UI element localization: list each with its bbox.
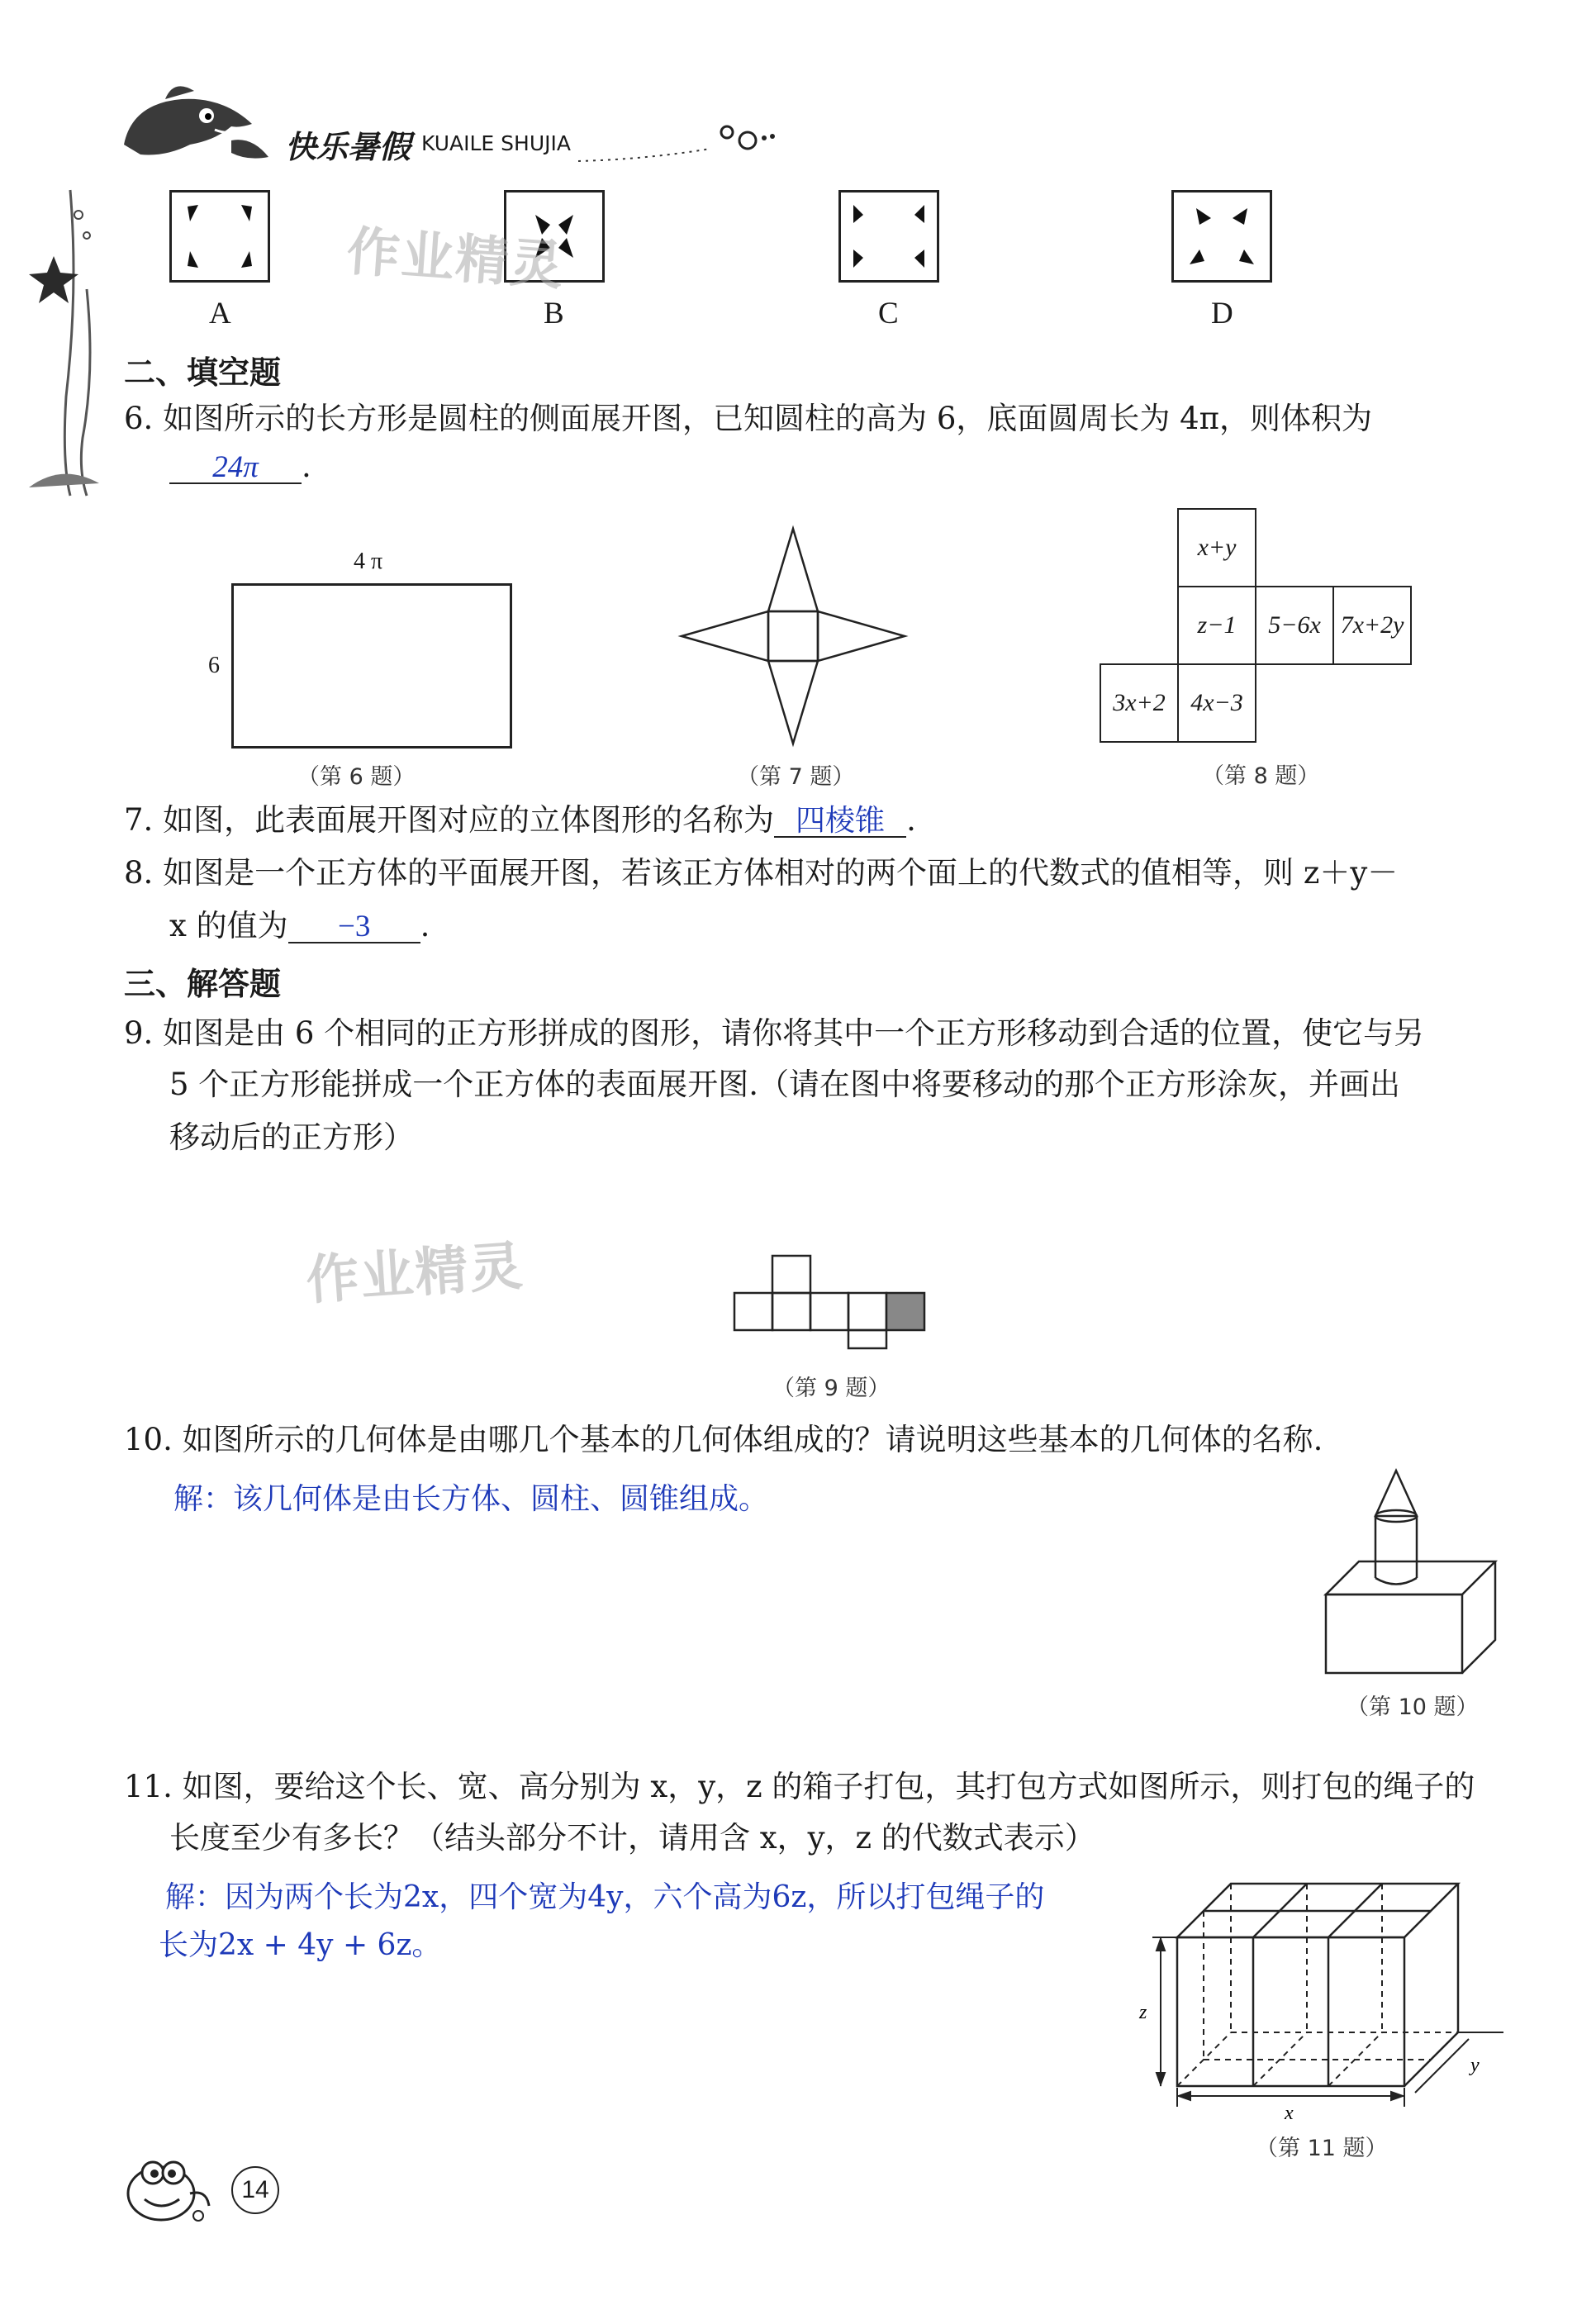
fig6-caption: （第 6 题） <box>297 764 416 790</box>
page-number <box>231 2166 279 2214</box>
q6-line1: 6. 如图所示的长方形是圆柱的侧面展开图，已知圆柱的高为 6，底面圆周长为 4π，则体积为 <box>124 401 1372 436</box>
q9-line3: 移动后的正方形） <box>169 1119 414 1155</box>
fig8-cell-7x-plus-2y: 7x+2y <box>1332 586 1412 665</box>
fig8-cell-3x-plus-2: 3x+2 <box>1100 663 1179 743</box>
q7-line <box>124 800 916 841</box>
footer-mascot-icon <box>120 2148 215 2227</box>
fig6-rectangle <box>231 583 512 749</box>
fig8-caption: （第 8 题） <box>1202 763 1320 789</box>
fig8-cell-z-minus-1: z−1 <box>1177 586 1256 665</box>
fig8-cell-4x-minus-3: 4x−3 <box>1177 663 1256 743</box>
page-number-text: 14 <box>241 2176 269 2203</box>
figure-7 <box>677 529 909 752</box>
q9-line2: 5 个正方形能拼成一个正方体的表面展开图.（请在图中将要移动的那个正方形涂灰，并画出 <box>169 1067 1401 1102</box>
option-c-label: C <box>878 297 899 330</box>
watermark-middle: 作业精灵 <box>304 1235 526 1313</box>
q8-answer: −3 <box>337 910 371 943</box>
fig11-label-y: y <box>1470 2055 1480 2076</box>
q10-answer: 解：该几何体是由长方体、圆柱、圆锥组成。 <box>173 1482 769 1516</box>
fig11-caption: （第 11 题） <box>1256 2136 1388 2161</box>
figure-6 <box>198 545 529 793</box>
q8-line2-text: x 的值为 <box>169 908 288 943</box>
fig11-label-x: x <box>1285 2103 1294 2124</box>
fig6-top-label: 4 π <box>354 549 383 574</box>
figure-9 <box>731 1252 938 1351</box>
options-row <box>0 190 1577 339</box>
q11-answer-line2: 长为2x + 4y + 6z。 <box>159 1928 442 1962</box>
fig8-cell-x-plus-y: x+y <box>1177 508 1256 587</box>
watermark-top: 作业精灵 <box>344 221 567 298</box>
option-d-label: D <box>1211 297 1233 330</box>
q8-line1: 8. 如图是一个正方体的平面展开图，若该正方体相对的两个面上的代数式的值相等，则 z＋y－ <box>124 855 1399 891</box>
q10-line1: 10. 如图所示的几何体是由哪几个基本的几何体组成的？请说明这些基本的几何体的名称. <box>124 1422 1323 1457</box>
fig9-shaded-square <box>886 1293 924 1330</box>
q6-answer: 24π <box>212 450 259 484</box>
q11-line1: 11. 如图，要给这个长、宽、高分别为 x，y，z 的箱子打包，其打包方式如图所示，则打包的绳子的 <box>124 1769 1475 1804</box>
fig11-label-z: z <box>1139 2002 1147 2023</box>
q8-line2 <box>169 905 430 947</box>
q9-line1: 9. 如图是由 6 个相同的正方形拼成的图形，请你将其中一个正方形移动到合适的位置，使它与另 <box>124 1015 1425 1051</box>
q6-end: . <box>302 449 311 484</box>
q6-line2 <box>169 446 311 487</box>
q8-end: . <box>420 908 430 943</box>
fig7-caption: （第 7 题） <box>737 764 855 790</box>
q7-end: . <box>906 802 916 838</box>
section-solve-title: 三、解答题 <box>124 966 282 1002</box>
header-subtitle: KUAILE SHUJIA <box>421 131 571 155</box>
option-a-figure <box>169 190 270 283</box>
dolphin-mascot-icon <box>116 78 281 169</box>
figure-10 <box>1318 1466 1508 1681</box>
header <box>116 78 777 169</box>
q11-answer-line1: 解：因为两个长为2x，四个宽为4y，六个高为6z，所以打包绳子的 <box>165 1880 1045 1914</box>
section-fill-title: 二、填空题 <box>124 354 282 391</box>
q7-answer: 四棱锥 <box>796 804 886 838</box>
figure-11 <box>1139 1863 1508 2127</box>
header-title: 快乐暑假 <box>285 129 411 165</box>
fig10-caption: （第 10 题） <box>1347 1694 1479 1720</box>
fig8-cell-5-minus-6x: 5−6x <box>1255 586 1334 665</box>
q11-line2: 长度至少有多长？（结头部分不计，请用含 x，y，z 的代数式表示） <box>169 1820 1095 1856</box>
option-b-label: B <box>544 297 564 330</box>
figure-8 <box>1099 508 1429 789</box>
q7-text: 7. 如图，此表面展开图对应的立体图形的名称为 <box>124 802 775 838</box>
fig6-side-label: 6 <box>208 653 220 678</box>
option-c-figure <box>838 190 939 283</box>
fig9-caption: （第 9 题） <box>772 1376 891 1401</box>
option-d-figure <box>1171 190 1272 283</box>
header-dots-decoration <box>578 112 777 169</box>
option-a-label: A <box>209 297 231 330</box>
